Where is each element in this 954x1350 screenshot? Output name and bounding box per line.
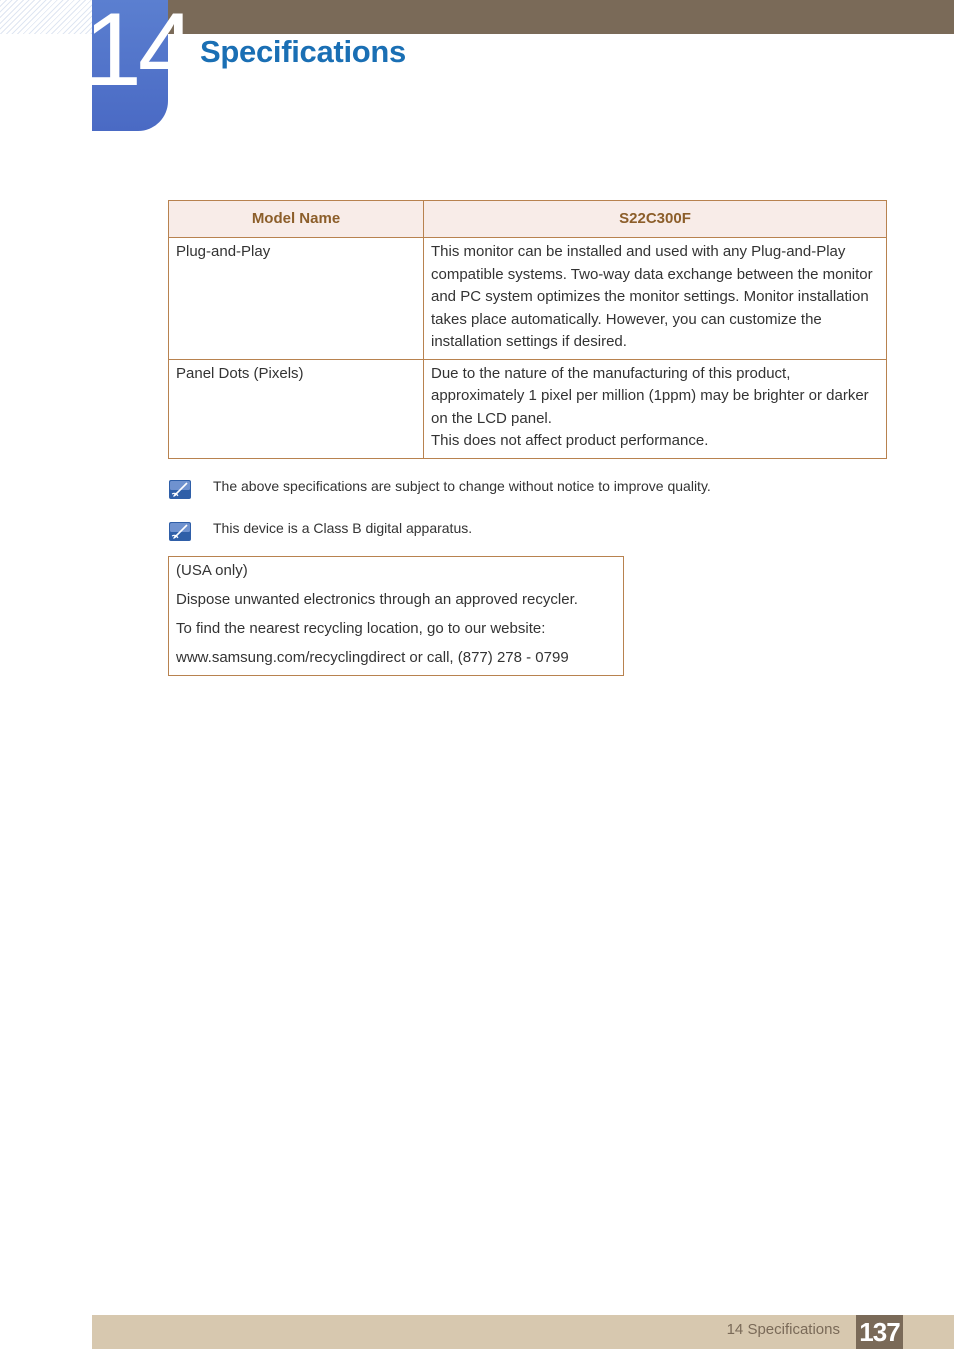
description-line: This does not affect product performance. <box>431 432 709 449</box>
table-header-row <box>169 201 887 238</box>
row-description <box>424 359 887 458</box>
recycling-line: (USA only) <box>176 562 248 579</box>
note-specifications-change <box>168 477 868 501</box>
spec-table <box>168 200 887 459</box>
page-title: Specifications <box>200 34 406 69</box>
description-line: installation settings if desired. <box>431 333 627 350</box>
chapter-number: 14 <box>84 0 192 108</box>
description-line: Due to the nature of the manufacturing of this product, <box>431 364 791 382</box>
description-line: and PC system optimizes the monitor settings. Monitor installation <box>431 288 869 305</box>
note-pencil-icon <box>168 519 192 546</box>
note-text: This device is a Class B digital apparatus. <box>213 520 473 536</box>
table-row <box>169 359 887 458</box>
row-label: Plug-and-Play <box>169 238 424 360</box>
page-number: 137 <box>856 1315 903 1349</box>
table-row <box>169 238 887 360</box>
recycling-website-line: www.samsung.com/recyclingdirect or call, (877) 278 - 0799 <box>176 649 569 666</box>
description-line: This monitor can be installed and used with any Plug-and-Play <box>431 243 846 260</box>
header-model-value: S22C300F <box>424 201 887 238</box>
recycling-line: Dispose unwanted electronics through an approved recycler. <box>176 591 578 608</box>
recycling-info-box <box>168 556 624 676</box>
description-line: compatible systems. Two-way data exchange between the monitor <box>431 265 873 283</box>
description-line: takes place automatically. However, you can customize the <box>431 310 822 328</box>
header-bar <box>92 0 954 34</box>
row-description <box>424 238 887 360</box>
header-hatch-decoration <box>0 0 92 34</box>
description-line: approximately 1 pixel per million (1ppm) may be brighter or darker <box>431 387 869 404</box>
header-model-name: Model Name <box>169 201 424 238</box>
note-text: The above specifications are subject to change without notice to improve quality. <box>213 478 711 494</box>
note-pencil-icon <box>168 477 192 504</box>
recycling-line: To find the nearest recycling location, go to our website: <box>176 620 546 637</box>
note-class-b <box>168 519 868 543</box>
description-line: on the LCD panel. <box>431 409 552 427</box>
row-label: Panel Dots (Pixels) <box>169 359 424 458</box>
chapter-number-badge <box>84 0 192 131</box>
footer-section-label: 14 Specifications <box>726 1321 840 1338</box>
